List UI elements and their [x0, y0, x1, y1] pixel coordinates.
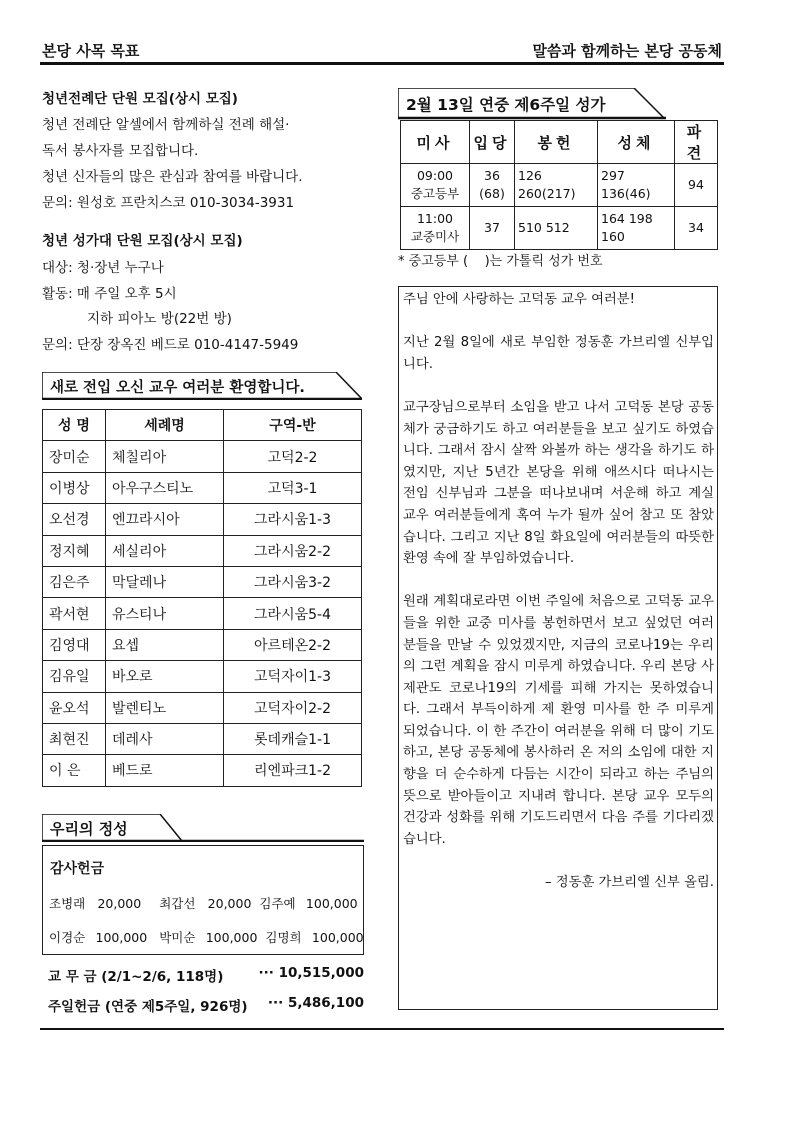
table-header-row: 미사 입당 봉헌 성체 파견: [401, 121, 718, 164]
youth-altar-title: 청년전례단 단원 모집(상시 모집): [42, 91, 238, 107]
thanks-offering-title: 감사헌금: [50, 861, 105, 877]
youth-choir-line: 활동: 매 주일 오후 5시: [42, 286, 177, 302]
header-left: 본당 사목 목표: [42, 42, 140, 60]
table-row: 김은주 막달레나 그라시움3-2: [43, 566, 362, 597]
table-header-row: [43, 410, 362, 441]
tithe-total-value: ··· 10,515,000: [258, 965, 364, 981]
offering-banner-text: 우리의 정성: [50, 820, 128, 838]
youth-altar-line: 독서 봉사자를 모집합니다.: [42, 143, 199, 159]
table-row: 이 은 베드로 리엔파크1-2: [43, 755, 362, 786]
new-members-table: [42, 409, 362, 787]
youth-altar-contact: 문의: 원성호 프란치스코 010-3034-3931: [42, 195, 295, 211]
table-row: 이병상 아우구스티노 고덕3-1: [43, 472, 362, 503]
col-district: 구역-반: [224, 410, 362, 441]
offering-banner: [42, 814, 182, 842]
tithe-total-label: 교 무 금 (2/1~2/6, 118명): [48, 969, 224, 985]
youth-choir-line: 대상: 청·장년 누구나: [42, 260, 164, 276]
table-row: 김유일 바오로 고덕자이1-3: [43, 661, 362, 692]
offering-banner-rule: [42, 840, 364, 842]
offering-row: 이경순 100,000 박미순 100,000 김명희 100,000: [49, 930, 364, 945]
col-baptismal: 세례명: [106, 410, 224, 441]
hymns-note: * 중고등부 ( )는 가톨릭 성가 번호: [398, 254, 603, 269]
table-row: 장미순 체칠리아 고덕2-2: [43, 441, 362, 472]
letter-paragraph: 교구장님으로부터 소임을 받고 나서 고덕동 본당 공동체가 궁금하기도 하고 여러분들을 보고 싶기도 하였습니다. 그래서 잠시 살짝 와볼까 하는 생각을 하기도 하였지만, 지난 5년간 본당을 위해 애쓰시다 떠나시는 전임 신부님과 그분을 떠나보내며 서운해 하고 계실 교우 여러분들에게 혹여 누가 될까 싶어 참고 또 참았습니다. 그리고 지난 8일 화요일에 여러분들의 따뜻한 환영 속에 잘 부임하였습니다.: [403, 399, 714, 567]
new-members-banner-text: 새로 전입 오신 교우 여러분 환영합니다.: [50, 380, 305, 396]
thanks-offering-box: [42, 845, 364, 955]
pastor-letter: [398, 286, 718, 1010]
youth-altar-line: 청년 전례단 알셀에서 함께하실 전례 해설·: [42, 117, 290, 133]
col-name: 성 명: [43, 410, 106, 441]
hymns-banner-text: 2월 13일 연중 제6주일 성가: [406, 96, 606, 114]
table-row: 정지혜 세실리아 그라시움2-2: [43, 535, 362, 566]
new-members-banner: [42, 372, 362, 400]
table-row: 오선경 엔끄라시아 그라시움1-3: [43, 504, 362, 535]
youth-choir-contact: 문의: 단장 장옥진 베드로 010-4147-5949: [42, 337, 299, 353]
header-right: 말씀과 함께하는 본당 공동체: [532, 42, 722, 60]
letter-paragraph: 원래 계획대로라면 이번 주일에 처음으로 고덕동 교우들을 위한 교중 미사를 봉헌하면서 보고 싶었던 여러분들을 만날 수 있었겠지만, 지금의 코로나19는 우리의 그런 계획을 잠시 미루게 하였습니다. 우리 본당 사제관도 코로나19의 기세를 피해 가지는 못하였습니다. 그래서 부득이하게 제 환영 미사를 한 주 미루게 되었습니다. 이 한 주간이 여러분을 위해 더 많이 기도하고, 본당 공동체에 봉사하러 온 저의 소임에 대한 지향을 더 순수하게 다듬는 시간이 되라고 하는 주님의 뜻으로 받아들이고 지내려 합니다. 본당 교우 모두의 건강과 성화를 위해 기도드리면서 다음 주를 기다리겠습니다.: [403, 594, 714, 847]
page-header: [40, 40, 724, 62]
hymns-banner: [398, 88, 668, 120]
table-row: 윤오석 발렌티노 고덕자이2-2: [43, 692, 362, 723]
table-row: 11:00 교중미사 37 510 512 164 198 160 34: [401, 207, 718, 250]
sunday-offering-label: 주일헌금 (연중 제5주일, 926명): [48, 999, 248, 1015]
youth-choir-line: 지하 피아노 방(22번 방): [87, 311, 232, 327]
footer-rule: [40, 1028, 724, 1030]
letter-paragraph: 지난 2월 8일에 새로 부임한 정동훈 가브리엘 신부입니다.: [403, 335, 714, 372]
letter-paragraph: 주님 안에 사랑하는 고덕동 교우 여러분!: [403, 292, 635, 307]
table-row: 김영대 요셉 아르테온2-2: [43, 629, 362, 660]
sunday-offering-value: ··· 5,486,100: [267, 995, 364, 1011]
offering-row: 조병래 20,000 최갑선 20,000 김주예 100,000: [49, 896, 358, 911]
letter-signature: – 정동훈 가브리엘 신부 올림.: [544, 875, 714, 891]
hymns-table: [400, 120, 718, 250]
table-row: 09:00 중고등부 36 (68) 126 260(217) 297 136(46) 94: [401, 164, 718, 207]
table-row: 곽서현 유스티나 그라시움5-4: [43, 598, 362, 629]
header-rule: [40, 62, 724, 65]
youth-choir-title: 청년 성가대 단원 모집(상시 모집): [42, 233, 243, 249]
youth-altar-line: 청년 신자들의 많은 관심과 참여를 바랍니다.: [42, 169, 303, 185]
table-row: 최현진 데레사 롯데캐슬1-1: [43, 723, 362, 754]
